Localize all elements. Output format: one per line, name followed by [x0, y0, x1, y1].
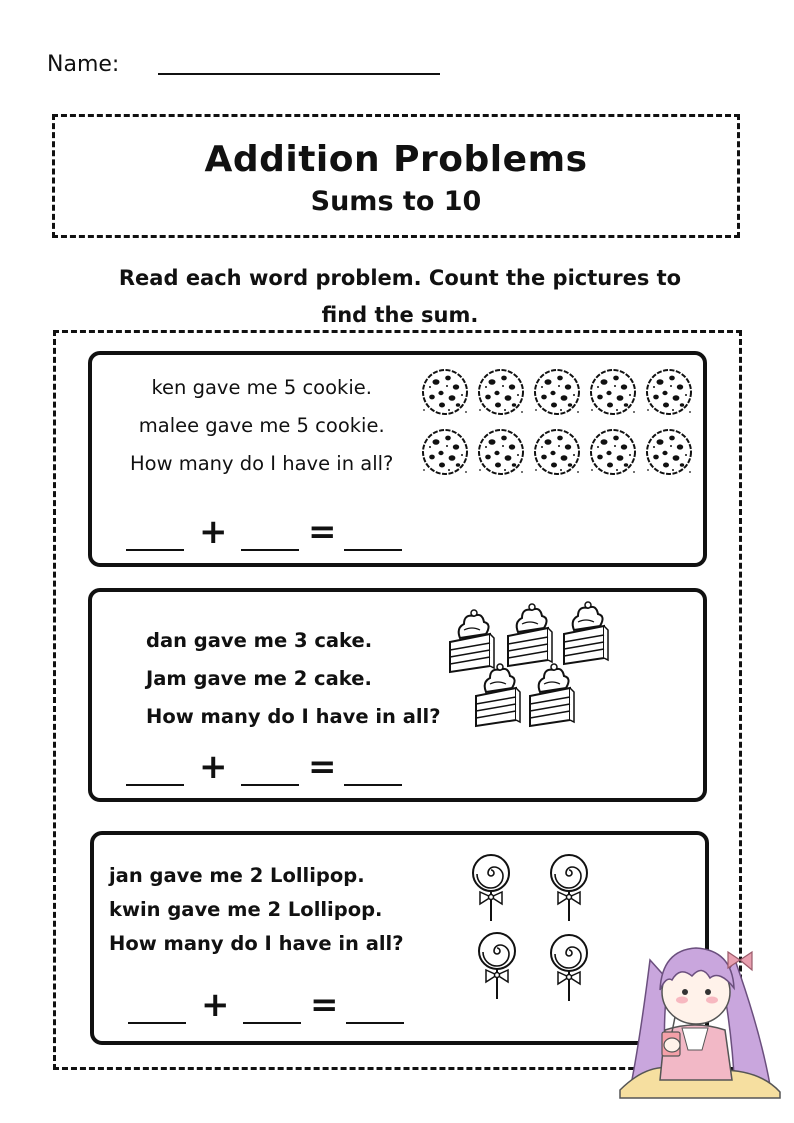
- problem-line: kwin gave me 2 Lollipop.: [109, 898, 383, 921]
- problem-text: [130, 369, 393, 483]
- cookie-icon: [418, 365, 472, 419]
- cookie-icon: [642, 425, 696, 479]
- cake-slice-icon: [522, 662, 578, 730]
- cookie-icon: [474, 365, 528, 419]
- answer-blank-sum[interactable]: [344, 549, 402, 551]
- cookie-icon: [642, 365, 696, 419]
- answer-blank-addend-2[interactable]: [243, 1022, 301, 1024]
- problem-line: Jam gave me 2 cake.: [146, 667, 372, 690]
- problem-line: ken gave me 5 cookie.: [151, 376, 372, 399]
- problem-question: How many do I have in all?: [130, 452, 394, 475]
- answer-blank-addend-1[interactable]: [126, 549, 184, 551]
- cookie-icon: [586, 425, 640, 479]
- problem-card: [88, 588, 707, 802]
- problem-line: jan gave me 2 Lollipop.: [109, 864, 365, 887]
- equals-sign: =: [308, 747, 337, 787]
- answer-blank-addend-2[interactable]: [241, 784, 299, 786]
- problem-question: How many do I have in all?: [146, 705, 441, 728]
- page-title: Addition Problems: [204, 139, 588, 180]
- girl-illustration: [610, 920, 785, 1100]
- problem-question: How many do I have in all?: [109, 932, 404, 955]
- answer-blank-addend-1[interactable]: [128, 1022, 186, 1024]
- problem-line: dan gave me 3 cake.: [146, 629, 373, 652]
- lollipop-icon: [468, 851, 514, 923]
- title-box: [52, 114, 740, 238]
- lollipop-icon: [546, 851, 592, 923]
- problem-text: [146, 622, 441, 736]
- cookie-icon: [474, 425, 528, 479]
- plus-sign: +: [199, 747, 228, 787]
- answer-blank-sum[interactable]: [344, 784, 402, 786]
- lollipop-icon: [546, 931, 592, 1003]
- cookie-icon: [530, 425, 584, 479]
- name-field[interactable]: [158, 73, 440, 75]
- cake-slice-icon: [556, 600, 612, 668]
- cookie-icon: [530, 365, 584, 419]
- name-label: Name:: [47, 52, 120, 77]
- cookie-icon: [418, 425, 472, 479]
- answer-blank-addend-1[interactable]: [126, 784, 184, 786]
- answer-blank-addend-2[interactable]: [241, 549, 299, 551]
- answer-blank-sum[interactable]: [346, 1022, 404, 1024]
- plus-sign: +: [199, 512, 228, 552]
- cake-slice-icon: [468, 662, 524, 730]
- cake-slice-icon: [500, 602, 556, 670]
- lollipop-icon: [474, 929, 520, 1001]
- equals-sign: =: [308, 512, 337, 552]
- plus-sign: +: [201, 985, 230, 1025]
- cookie-icon: [586, 365, 640, 419]
- instructions: Read each word problem. Count the pictures to find the sum.: [118, 266, 682, 327]
- problem-card: [88, 351, 707, 567]
- problem-line: malee gave me 5 cookie.: [138, 414, 385, 437]
- equals-sign: =: [310, 985, 339, 1025]
- problem-text: [109, 859, 404, 961]
- page-subtitle: Sums to 10: [310, 186, 482, 217]
